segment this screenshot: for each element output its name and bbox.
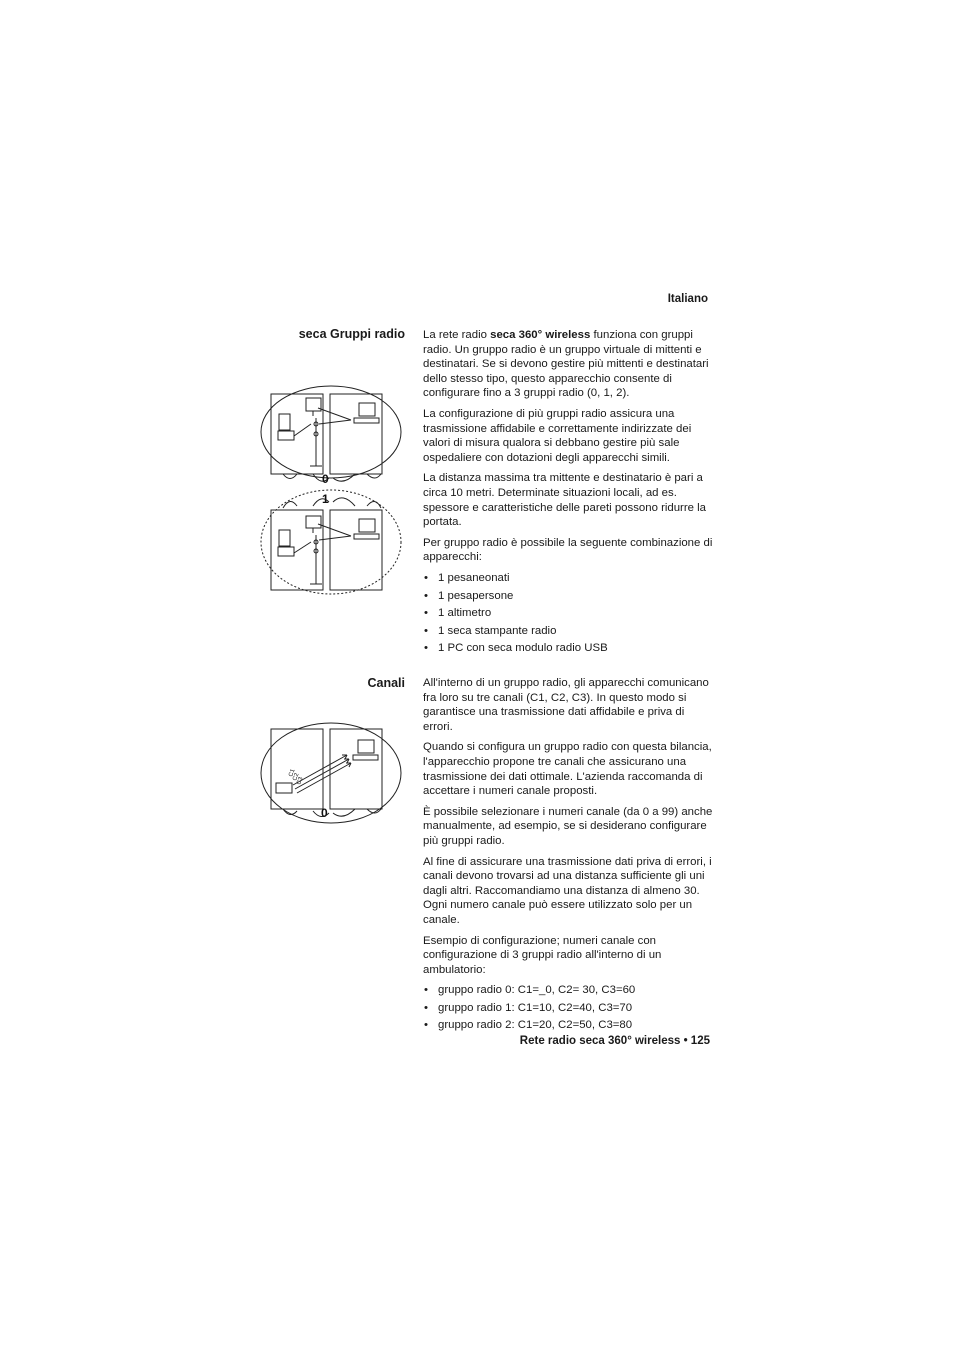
gruppi-paragraph-1: La rete radio seca 360° wireless funziona con gruppi radio. Un gruppo radio è un gruppo virtuale di mittenti e destinatari. Se si devono gestire più mittenti e destinatari dello stesso tipo, questo apparecchio consente di configurare fino a 3 gruppi radio (0, 1, 2). bbox=[423, 329, 709, 400]
canali-paragraph-2: Quando si configura un gruppo radio con questa bilancia, l'apparecchio propone tre canali che assicurano una trasmissione dei dati ottimale. L'azienda raccomanda di accettare i numeri canale proposti. bbox=[423, 741, 712, 798]
channel-label-c1: C1 bbox=[288, 768, 297, 778]
group-1-label: 1 bbox=[322, 492, 329, 506]
radio-groups-diagram bbox=[255, 378, 405, 600]
product-name-bold: seca 360° wireless bbox=[490, 329, 591, 341]
radio-group-1-figure bbox=[261, 490, 401, 594]
page-language-header: Italiano bbox=[667, 293, 708, 305]
canali-paragraph-1: All'interno di un gruppo radio, gli apparecchi comunicano fra loro su tre canali (C1, C2, C3). In questo modo si garantisce una trasmissione dati affidabile e priva di errori. bbox=[423, 677, 709, 733]
canali-paragraph-3: È possibile selezionare i numeri canale (da 0 a 99) anche manualmente, ad esempio, se si desiderano configurare più gruppi radio. bbox=[423, 805, 713, 847]
list-item: • gruppo radio 2: C1=20, C2=50, C3=80 bbox=[423, 1018, 715, 1033]
list-item: • 1 altimetro bbox=[423, 606, 715, 621]
channels-diagram bbox=[255, 715, 405, 827]
group-0-label: 0 bbox=[322, 472, 329, 486]
gruppi-paragraph-2: La configurazione di più gruppi radio assicura una trasmissione affidabile e correttamente indirizzate dei valori di misura qualora si debbano gestire più sale ospedaliere con dotazioni degli apparecchi simili. bbox=[423, 407, 692, 464]
gruppi-paragraph-4: Per gruppo radio è possibile la seguente combinazione di apparecchi: bbox=[423, 536, 713, 564]
radio-group-0-figure bbox=[261, 386, 401, 486]
list-item: • 1 pesaneonati bbox=[423, 571, 715, 586]
canali-text bbox=[423, 676, 715, 1036]
channel-label-c3: C3 bbox=[296, 776, 305, 786]
canali-paragraph-4: Al fine di assicurare una trasmissione dati priva di errori, i canali devono trovarsi ad una distanza sufficiente gli uni dagli altri. Raccomandiamo una distanza di almeno 30. Ogni numero canale può essere utilizzato solo per un canale. bbox=[423, 855, 712, 926]
canali-paragraph-5: Esempio di configurazione; numeri canale con configurazione di 3 gruppi radio all'interno di un ambulatorio: bbox=[423, 934, 662, 976]
list-item: • gruppo radio 1: C1=10, C2=40, C3=70 bbox=[423, 1001, 715, 1016]
list-item: • 1 seca stampante radio bbox=[423, 624, 715, 639]
device-combination-list bbox=[423, 571, 715, 656]
section-title-gruppi-radio: seca Gruppi radio bbox=[298, 327, 405, 341]
gruppi-paragraph-3: La distanza massima tra mittente e destinatario è pari a circa 10 metri. Determinate situazioni locali, ad es. spessore e caratteristiche delle pareti possono ridurre la portata. bbox=[423, 472, 707, 529]
page-footer: Rete radio seca 360° wireless • 125 bbox=[519, 1035, 710, 1047]
gruppi-radio-text bbox=[423, 328, 715, 659]
list-item: • 1 pesapersone bbox=[423, 589, 715, 604]
channel-configuration-list bbox=[423, 983, 715, 1033]
list-item: • 1 PC con seca modulo radio USB bbox=[423, 641, 715, 656]
canali-group-label: 0 bbox=[321, 806, 328, 820]
list-item: • gruppo radio 0: C1=_0, C2= 30, C3=60 bbox=[423, 983, 715, 998]
channel-label-c2: C2 bbox=[292, 772, 301, 782]
section-title-canali: Canali bbox=[367, 676, 405, 690]
